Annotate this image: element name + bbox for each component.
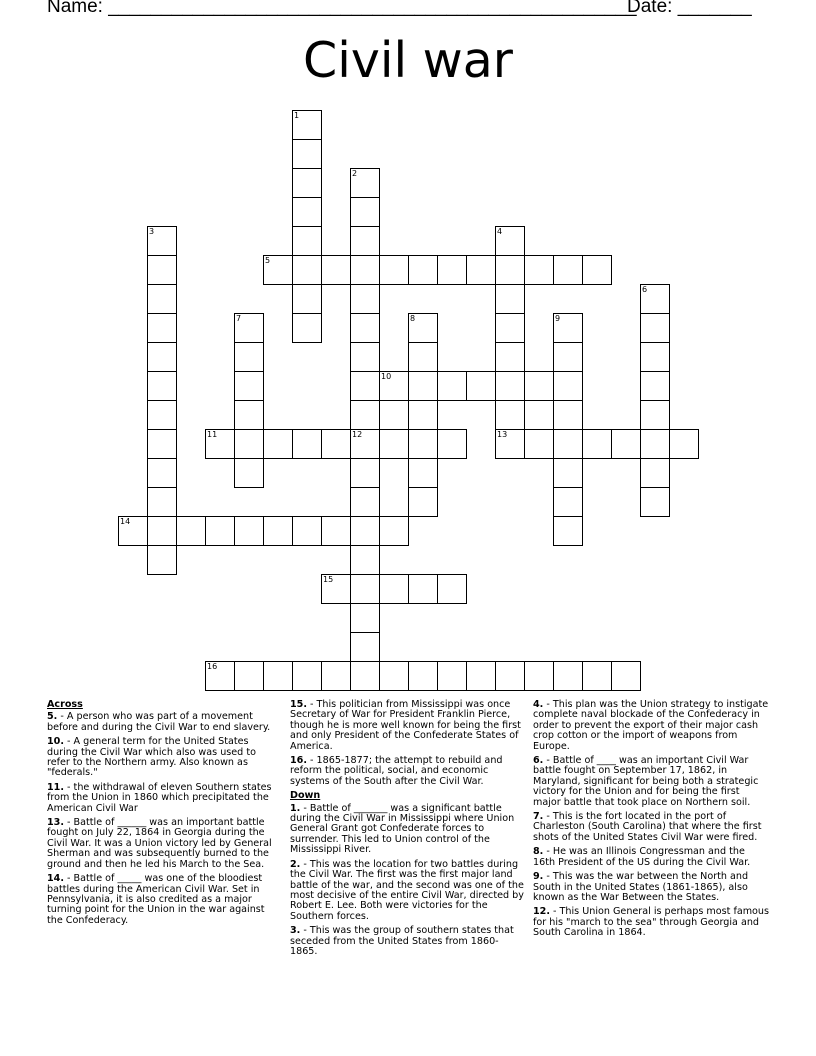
grid-cell[interactable] bbox=[495, 661, 525, 691]
grid-cell[interactable] bbox=[147, 284, 177, 314]
grid-cell[interactable] bbox=[263, 516, 293, 546]
grid-cell[interactable] bbox=[495, 429, 525, 459]
grid-cell[interactable] bbox=[640, 429, 670, 459]
clue-text: - A general term for the United States during the Civil War which also was used to refer to the Northern army. Also known as "federals." bbox=[47, 736, 256, 779]
grid-cell[interactable] bbox=[292, 429, 322, 459]
grid-cell[interactable] bbox=[640, 458, 670, 488]
grid-cell[interactable] bbox=[321, 574, 351, 604]
grid-cell[interactable] bbox=[321, 661, 351, 691]
grid-cell[interactable] bbox=[147, 429, 177, 459]
grid-cell[interactable] bbox=[495, 400, 525, 430]
grid-cell[interactable] bbox=[292, 226, 322, 256]
clue-text: - Battle of _______ was a significant battle during the Civil War in Mississippi where Union General Grant got Confederate forces to surrender. This led to Union control of the Mississippi River. bbox=[290, 802, 515, 856]
clue bbox=[47, 737, 279, 779]
clue-number: 9. bbox=[533, 871, 544, 883]
grid-cell[interactable] bbox=[495, 226, 525, 256]
grid-cell[interactable] bbox=[292, 516, 322, 546]
grid-cell[interactable] bbox=[147, 255, 177, 285]
clue bbox=[533, 872, 769, 903]
clue-number: 10. bbox=[47, 736, 64, 748]
grid-cell[interactable] bbox=[640, 487, 670, 517]
clue-number-label: 10 bbox=[381, 372, 392, 381]
grid-cell[interactable] bbox=[582, 429, 612, 459]
clue-number-label: 1 bbox=[294, 111, 300, 120]
grid-cell[interactable] bbox=[379, 255, 409, 285]
grid-cell[interactable] bbox=[437, 574, 467, 604]
grid-cell[interactable] bbox=[640, 342, 670, 372]
grid-cell[interactable] bbox=[350, 284, 380, 314]
grid-cell[interactable] bbox=[408, 458, 438, 488]
clue-number-label: 3 bbox=[149, 227, 155, 236]
grid-cell[interactable] bbox=[292, 110, 322, 140]
date-line: Date: _______ bbox=[627, 0, 752, 17]
grid-cell[interactable] bbox=[437, 429, 467, 459]
grid-cell[interactable] bbox=[553, 661, 583, 691]
grid-cell[interactable] bbox=[292, 168, 322, 198]
grid-cell[interactable] bbox=[640, 284, 670, 314]
clue bbox=[47, 818, 279, 870]
clue-text: - This Union General is perhaps most famous for his "march to the sea" through Georgia and South Carolina in 1864. bbox=[533, 906, 769, 939]
grid-cell[interactable] bbox=[553, 313, 583, 343]
down-clue-list bbox=[290, 804, 526, 958]
grid-cell[interactable] bbox=[466, 661, 496, 691]
grid-cell[interactable] bbox=[147, 226, 177, 256]
grid-cell[interactable] bbox=[408, 313, 438, 343]
clue-number-label: 12 bbox=[352, 430, 363, 439]
grid-cell[interactable] bbox=[147, 400, 177, 430]
grid-cell[interactable] bbox=[437, 255, 467, 285]
clue-text: - This was the location for two battles during the Civil War. The first was the first major land battle of the war, and the second was one of the most decisive of the entire Civil War, directed by Robert E. Lee. Both were victories for the Southern forces. bbox=[290, 858, 524, 922]
clue-number-label: 6 bbox=[642, 285, 648, 294]
grid-cell[interactable] bbox=[408, 342, 438, 372]
grid-cell[interactable] bbox=[640, 371, 670, 401]
grid-cell[interactable] bbox=[292, 661, 322, 691]
clue-number: 5. bbox=[47, 711, 58, 723]
grid-cell[interactable] bbox=[466, 371, 496, 401]
grid-cell[interactable] bbox=[147, 516, 177, 546]
clue-number: 12. bbox=[533, 906, 550, 918]
clue-number: 4. bbox=[533, 699, 544, 710]
clue-number: 6. bbox=[533, 755, 544, 767]
grid-cell[interactable] bbox=[176, 516, 206, 546]
clue-number: 16. bbox=[290, 755, 307, 767]
grid-cell[interactable] bbox=[379, 516, 409, 546]
grid-cell[interactable] bbox=[524, 429, 554, 459]
grid-cell[interactable] bbox=[205, 429, 235, 459]
down-clue-list-continued bbox=[533, 700, 769, 939]
grid-cell[interactable] bbox=[524, 371, 554, 401]
grid-cell[interactable] bbox=[263, 429, 293, 459]
name-line: Name: __________________________________________________ bbox=[47, 0, 637, 17]
grid-cell[interactable] bbox=[640, 400, 670, 430]
grid-cell[interactable] bbox=[408, 487, 438, 517]
grid-cell[interactable] bbox=[321, 516, 351, 546]
clue bbox=[290, 926, 526, 957]
clue-number: 15. bbox=[290, 699, 307, 710]
grid-cell[interactable] bbox=[147, 545, 177, 575]
clue-number-label: 15 bbox=[323, 575, 334, 584]
grid-cell[interactable] bbox=[147, 487, 177, 517]
grid-cell[interactable] bbox=[495, 342, 525, 372]
grid-cell[interactable] bbox=[205, 661, 235, 691]
clue-number: 2. bbox=[290, 858, 301, 870]
across-clue-list bbox=[47, 712, 279, 926]
clue bbox=[290, 804, 526, 856]
clue-number-label: 4 bbox=[497, 227, 503, 236]
grid-cell[interactable] bbox=[147, 371, 177, 401]
grid-cell[interactable] bbox=[234, 371, 264, 401]
grid-cell[interactable] bbox=[350, 400, 380, 430]
grid-cell[interactable] bbox=[147, 458, 177, 488]
grid-cell[interactable] bbox=[379, 661, 409, 691]
clue-text: - the withdrawal of eleven Southern states from the Union in 1860 which precipitated the American Civil War bbox=[47, 781, 272, 814]
grid-cell[interactable] bbox=[553, 516, 583, 546]
clue bbox=[533, 812, 769, 843]
grid-cell[interactable] bbox=[147, 342, 177, 372]
grid-cell[interactable] bbox=[611, 661, 641, 691]
grid-cell[interactable] bbox=[437, 661, 467, 691]
clue bbox=[47, 874, 279, 926]
grid-cell[interactable] bbox=[495, 255, 525, 285]
clue-text: - A person who was part of a movement before and during the Civil War to end slavery. bbox=[47, 711, 271, 733]
down-heading: Down bbox=[290, 790, 321, 802]
grid-cell[interactable] bbox=[292, 284, 322, 314]
clue-text: - This politician from Mississippi was once Secretary of War for President Franklin Pierce, though he is more well known for being the first and only President of the Confederate States of America. bbox=[290, 699, 521, 752]
clue bbox=[533, 907, 769, 938]
grid-cell[interactable] bbox=[350, 371, 380, 401]
clue-text: - This was the war between the North and South in the United States (1861-1865), also known as the War Between the States. bbox=[533, 871, 749, 903]
grid-cell[interactable] bbox=[553, 371, 583, 401]
grid-cell[interactable] bbox=[669, 429, 699, 459]
grid-cell[interactable] bbox=[466, 255, 496, 285]
clue bbox=[290, 756, 526, 787]
grid-cell[interactable] bbox=[321, 255, 351, 285]
grid-cell[interactable] bbox=[553, 487, 583, 517]
clue-number-label: 13 bbox=[497, 430, 508, 439]
grid-cell[interactable] bbox=[234, 516, 264, 546]
clue-text: - 1865-1877; the attempt to rebuild and reform the political, social, and economic systems of the South after the Civil War. bbox=[290, 755, 503, 787]
clue-number-label: 14 bbox=[120, 517, 131, 526]
grid-cell[interactable] bbox=[524, 255, 554, 285]
grid-cell[interactable] bbox=[495, 313, 525, 343]
grid-cell[interactable] bbox=[350, 458, 380, 488]
grid-cell[interactable] bbox=[263, 255, 293, 285]
clue-text: - This is the fort located in the port of Charleston (South Carolina) that where the first shots of the United States Civil War were fired. bbox=[533, 811, 762, 843]
clue-number-label: 16 bbox=[207, 662, 218, 671]
clue-number: 14. bbox=[47, 873, 64, 885]
clue bbox=[47, 783, 279, 814]
grid-cell[interactable] bbox=[553, 342, 583, 372]
clue-number-label: 11 bbox=[207, 430, 218, 439]
clue-number-label: 8 bbox=[410, 314, 416, 323]
grid-cell[interactable] bbox=[263, 661, 293, 691]
clue-number: 7. bbox=[533, 811, 544, 823]
clues-column-3 bbox=[533, 700, 769, 943]
grid-cell[interactable] bbox=[553, 400, 583, 430]
grid-cell[interactable] bbox=[408, 661, 438, 691]
grid-cell[interactable] bbox=[234, 429, 264, 459]
clue bbox=[533, 847, 769, 868]
grid-cell[interactable] bbox=[524, 661, 554, 691]
grid-cell[interactable] bbox=[350, 255, 380, 285]
grid-cell[interactable] bbox=[379, 574, 409, 604]
clue-text: - Battle of ____ was an important Civil War battle fought on September 17, 1862, in Maryland, significant for being both a strategic victory for the Union and for being the first major battle that took place on Northern soil. bbox=[533, 755, 759, 808]
grid-cell[interactable] bbox=[350, 545, 380, 575]
clue bbox=[47, 712, 279, 733]
grid-cell[interactable] bbox=[350, 197, 380, 227]
grid-cell[interactable] bbox=[292, 313, 322, 343]
grid-cell[interactable] bbox=[437, 371, 467, 401]
clue-number: 1. bbox=[290, 802, 301, 814]
clue-number-label: 9 bbox=[555, 314, 561, 323]
grid-cell[interactable] bbox=[350, 342, 380, 372]
grid-cell[interactable] bbox=[553, 458, 583, 488]
clue-number: 13. bbox=[47, 817, 64, 829]
grid-cell[interactable] bbox=[350, 574, 380, 604]
grid-cell[interactable] bbox=[350, 603, 380, 633]
grid-cell[interactable] bbox=[234, 661, 264, 691]
clue bbox=[533, 756, 769, 808]
grid-cell[interactable] bbox=[350, 429, 380, 459]
grid-cell[interactable] bbox=[234, 400, 264, 430]
grid-cell[interactable] bbox=[350, 168, 380, 198]
grid-cell[interactable] bbox=[553, 429, 583, 459]
grid-cell[interactable] bbox=[379, 371, 409, 401]
clue-number-label: 5 bbox=[265, 256, 271, 265]
grid-cell[interactable] bbox=[292, 197, 322, 227]
across-heading: Across bbox=[47, 699, 83, 710]
puzzle-title: Civil war bbox=[303, 32, 513, 89]
grid-cell[interactable] bbox=[350, 661, 380, 691]
clue-text: - This plan was the Union strategy to instigate complete naval blockade of the Confederacy in order to prevent the export of their major cash crop cotton or the import of weapons from Europe. bbox=[533, 699, 769, 752]
across-clue-list-continued bbox=[290, 700, 526, 787]
grid-cell[interactable] bbox=[234, 313, 264, 343]
grid-cell[interactable] bbox=[408, 429, 438, 459]
grid-cell[interactable] bbox=[234, 342, 264, 372]
grid-cell[interactable] bbox=[118, 516, 148, 546]
clue-number: 11. bbox=[47, 781, 64, 793]
grid-cell[interactable] bbox=[553, 255, 583, 285]
grid-cell[interactable] bbox=[350, 313, 380, 343]
grid-cell[interactable] bbox=[408, 255, 438, 285]
grid-cell[interactable] bbox=[234, 458, 264, 488]
grid-cell[interactable] bbox=[292, 139, 322, 169]
grid-cell[interactable] bbox=[379, 429, 409, 459]
grid-cell[interactable] bbox=[292, 255, 322, 285]
clue-number-label: 7 bbox=[236, 314, 242, 323]
grid-cell[interactable] bbox=[205, 516, 235, 546]
grid-cell[interactable] bbox=[408, 400, 438, 430]
grid-cell[interactable] bbox=[640, 313, 670, 343]
grid-cell[interactable] bbox=[350, 487, 380, 517]
grid-cell[interactable] bbox=[408, 574, 438, 604]
clues-column-1 bbox=[47, 700, 279, 930]
grid-cell[interactable] bbox=[408, 371, 438, 401]
grid-cell[interactable] bbox=[611, 429, 641, 459]
grid-cell[interactable] bbox=[147, 313, 177, 343]
grid-cell[interactable] bbox=[582, 255, 612, 285]
clue-text: - Battle of ______ was an important battle fought on July 22, 1864 in Georgia during the Civil War. It was a Union victory led by General Sherman and was subsequently burned to the ground and then he led his March to the Sea. bbox=[47, 817, 272, 870]
clue-number: 3. bbox=[290, 925, 301, 937]
grid-cell[interactable] bbox=[350, 516, 380, 546]
clues-column-2 bbox=[290, 700, 526, 961]
clue bbox=[290, 700, 526, 752]
clue bbox=[533, 700, 769, 752]
grid-cell[interactable] bbox=[350, 632, 380, 662]
grid-cell[interactable] bbox=[582, 661, 612, 691]
grid-cell[interactable] bbox=[495, 284, 525, 314]
grid-cell[interactable] bbox=[350, 226, 380, 256]
clue-text: - Battle of _____ was one of the bloodiest battles during the American Civil War. Set in Pennsylvania, it is also credited as a major turning point for the Union in the war against the Confederacy. bbox=[47, 873, 265, 926]
grid-cell[interactable] bbox=[495, 371, 525, 401]
clue-text: - He was an Illinois Congressman and the 16th President of the US during the Civil War. bbox=[533, 846, 751, 868]
clue bbox=[290, 860, 526, 922]
grid-cell[interactable] bbox=[321, 429, 351, 459]
clue-number-label: 2 bbox=[352, 169, 358, 178]
clue-text: - This was the group of southern states that seceded from the United States from 1860-1865. bbox=[290, 925, 514, 957]
clue-number: 8. bbox=[533, 846, 544, 858]
